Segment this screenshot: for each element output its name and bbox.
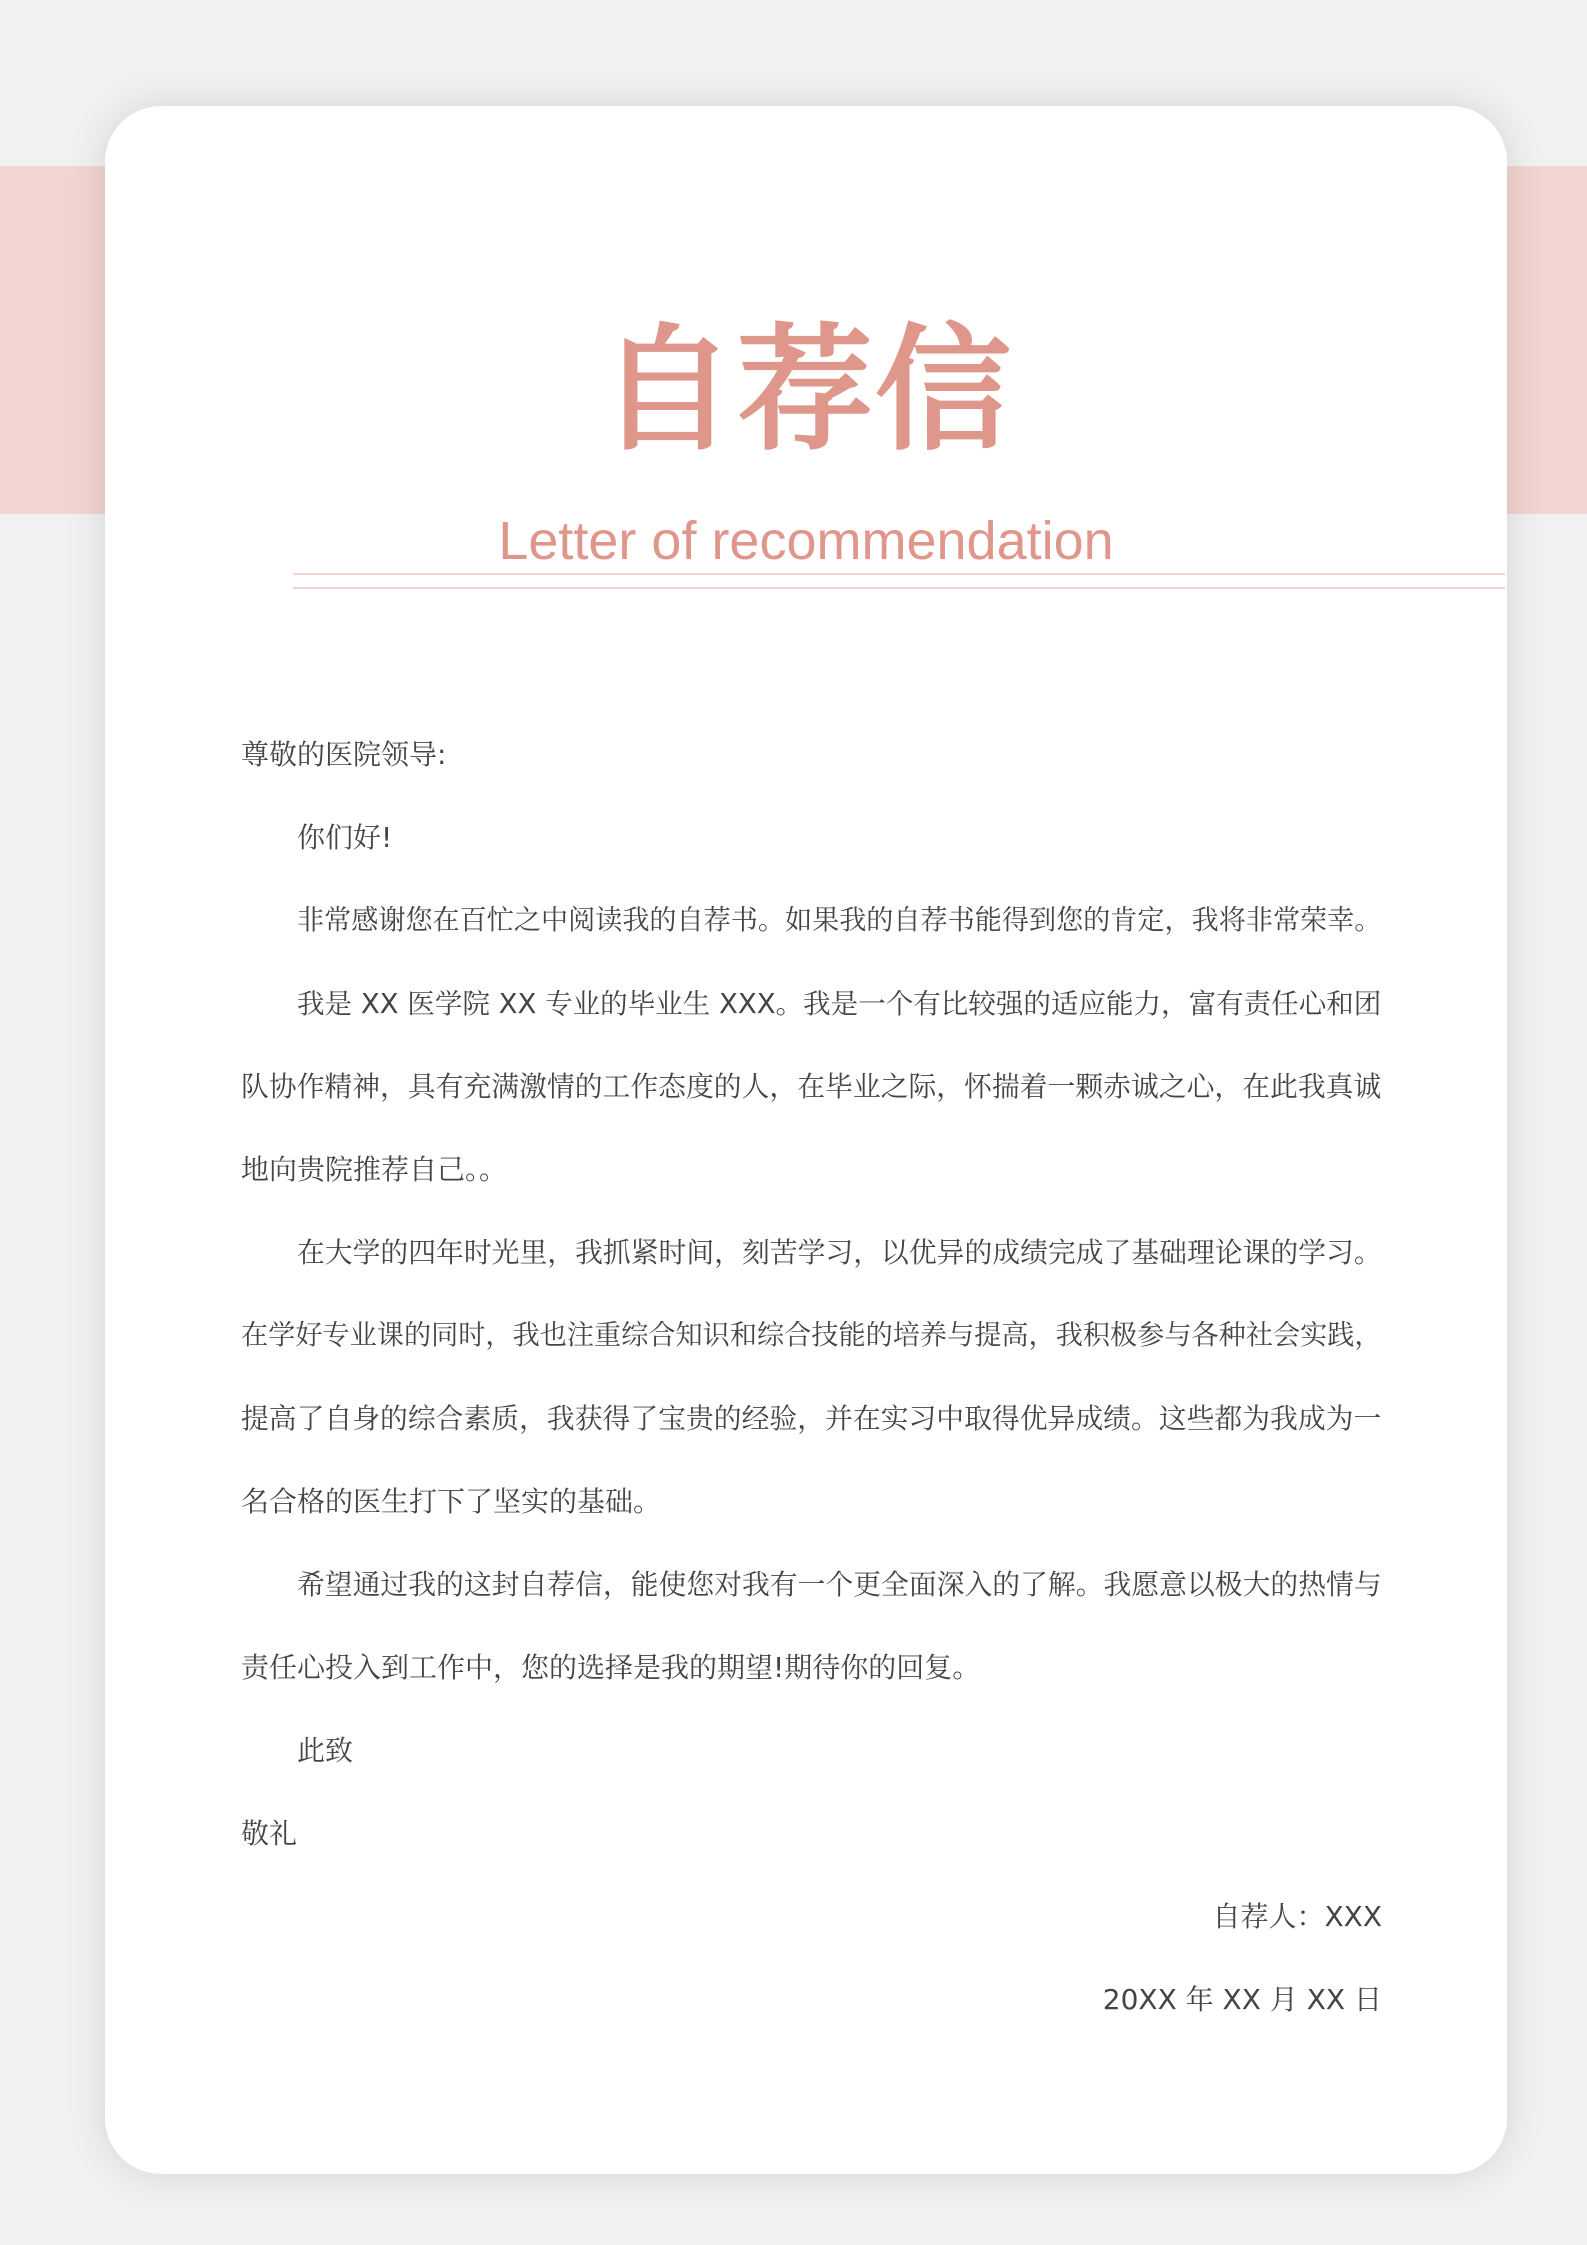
paragraph-4-line: 希望通过我的这封自荐信，能使您对我有一个更全面深入的了解。我愿意以极大的热情与 bbox=[297, 1568, 1382, 1601]
divider-top bbox=[293, 573, 1505, 575]
paragraph-2-line: 队协作精神，具有充满激情的工作态度的人，在毕业之际，怀揣着一颗赤诚之心，在此我真诚 bbox=[241, 1070, 1382, 1103]
paragraph-1-line: 非常感谢您在百忙之中阅读我的自荐书。如果我的自荐书能得到您的肯定，我将非常荣幸。 bbox=[297, 905, 1382, 936]
date: 20XX 年 XX 月 XX 日 bbox=[1102, 1983, 1382, 2016]
paragraph-3-line: 名合格的医生打下了坚实的基础。 bbox=[241, 1485, 662, 1518]
closing-1: 此致 bbox=[297, 1734, 354, 1767]
closing-2: 敬礼 bbox=[241, 1817, 298, 1850]
paragraph-4-line: 责任心投入到工作中，您的选择是我的期望!期待你的回复。 bbox=[241, 1651, 981, 1684]
paragraph-3-line: 在学好专业课的同时，我也注重综合知识和综合技能的培养与提高，我积极参与各种社会实践， bbox=[241, 1320, 1382, 1351]
paragraph-2-line: 地向贵院推荐自己。。 bbox=[241, 1153, 508, 1186]
paragraph-2-line: 我是 XX 医学院 XX 专业的毕业生 XXX。我是一个有比较强的适应能力，富有责任心和团 bbox=[297, 988, 1382, 1020]
signature: 自荐人：XXX bbox=[1212, 1900, 1382, 1933]
page-subtitle: Letter of recommendation bbox=[498, 511, 1114, 571]
letter-body bbox=[241, 734, 1382, 2062]
paragraph-3-line: 提高了自身的综合素质，我获得了宝贵的经验，并在实习中取得优异成绩。这些都为我成为一 bbox=[241, 1402, 1382, 1435]
greeting: 你们好! bbox=[297, 821, 393, 854]
divider-bottom bbox=[293, 587, 1505, 589]
page-title: 自荐信 bbox=[599, 312, 1013, 470]
paragraph-3-line: 在大学的四年时光里，我抓紧时间，刻苦学习，以优异的成绩完成了基础理论课的学习。 bbox=[297, 1236, 1382, 1269]
salutation: 尊敬的医院领导: bbox=[241, 738, 447, 771]
